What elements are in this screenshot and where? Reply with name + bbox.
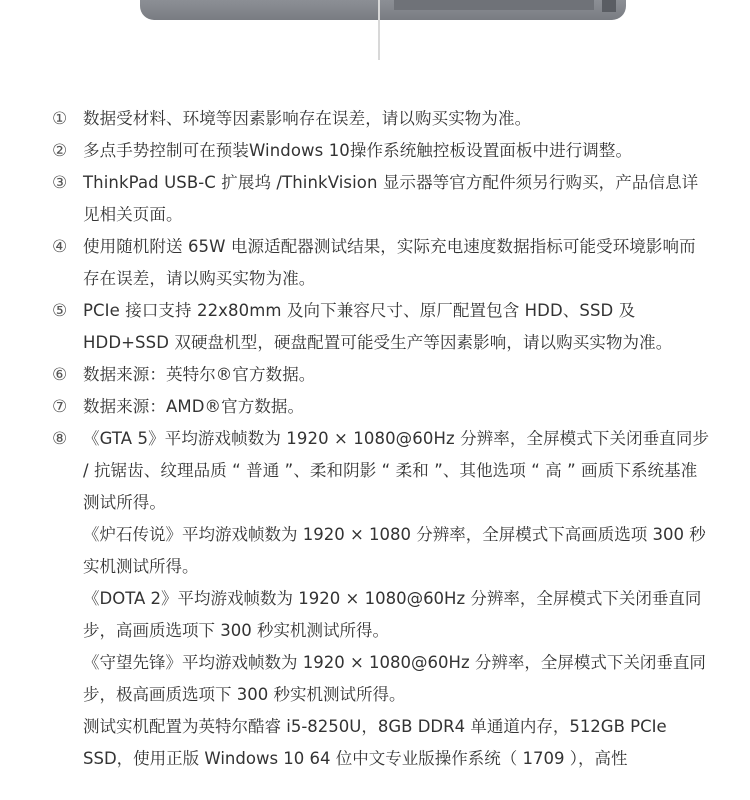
note-marker: ④ (52, 237, 68, 257)
laptop-port (602, 0, 616, 12)
note-text: 数据来源：AMD®官方数据。 (83, 397, 305, 416)
note-text: 《GTA 5》平均游戏帧数为 1920 × 1080@60Hz 分辨率，全屏模式下关闭垂直同步 / 抗锯齿、纹理品质 “ 普通 ”、柔和阴影 “ 柔和 ”、其他选项 “ 高 ” 画质下系统基准测试所得。 (83, 429, 710, 512)
laptop-port-recess (394, 0, 594, 10)
note-text: ThinkPad USB-C 扩展坞 /ThinkVision 显示器等官方配件须另行购买，产品信息详见相关页面。 (83, 173, 699, 224)
note-text: 数据受材料、环境等因素影响存在误差，请以购买实物为准。 (83, 109, 532, 128)
note-marker: ① (52, 109, 68, 129)
note-marker: ⑧ (52, 429, 68, 449)
note-marker: ⑦ (52, 397, 68, 417)
note-text: 多点手势控制可在预装Windows 10操作系统触控板设置面板中进行调整。 (83, 141, 633, 160)
note-6 (52, 359, 712, 391)
callout-line (378, 0, 380, 60)
note-1 (52, 103, 712, 135)
note-8-paragraph-overwatch: 《守望先锋》平均游戏帧数为 1920 × 1080@60Hz 分辨率，全屏模式下关闭垂直同步，极高画质选项下 300 秒实机测试所得。 (83, 653, 706, 704)
laptop-edge-image (140, 0, 626, 20)
note-text: PCIe 接口支持 22x80mm 及向下兼容尺寸、原厂配置包含 HDD、SSD 及 HDD+SSD 双硬盘机型，硬盘配置可能受生产等因素影响，请以购买实物为准。 (83, 301, 673, 352)
note-text: 使用随机附送 65W 电源适配器测试结果，实际充电速度数据指标可能受环境影响而存在误差，请以购买实物为准。 (83, 237, 696, 288)
note-5 (52, 295, 712, 359)
note-8 (52, 423, 712, 519)
footnotes (52, 103, 712, 775)
note-marker: ② (52, 141, 68, 161)
note-marker: ⑥ (52, 365, 68, 385)
note-8-paragraph-dota2: 《DOTA 2》平均游戏帧数为 1920 × 1080@60Hz 分辨率，全屏模式下关闭垂直同步，高画质选项下 300 秒实机测试所得。 (83, 589, 702, 640)
note-marker: ⑤ (52, 301, 68, 321)
note-text: 数据来源：英特尔®官方数据。 (83, 365, 316, 384)
note-3 (52, 167, 712, 231)
note-8-paragraph-test-config: 测试实机配置为英特尔酷睿 i5-8250U，8GB DDR4 单通道内存，512GB PCIe SSD，使用正版 Windows 10 64 位中文专业版操作系统（ 1709 ），高性 (83, 717, 667, 768)
note-7 (52, 391, 712, 423)
note-4 (52, 231, 712, 295)
note-8-paragraph-hearthstone: 《炉石传说》平均游戏帧数为 1920 × 1080 分辨率，全屏模式下高画质选项 300 秒实机测试所得。 (83, 525, 706, 576)
note-2 (52, 135, 712, 167)
note-marker: ③ (52, 173, 68, 193)
